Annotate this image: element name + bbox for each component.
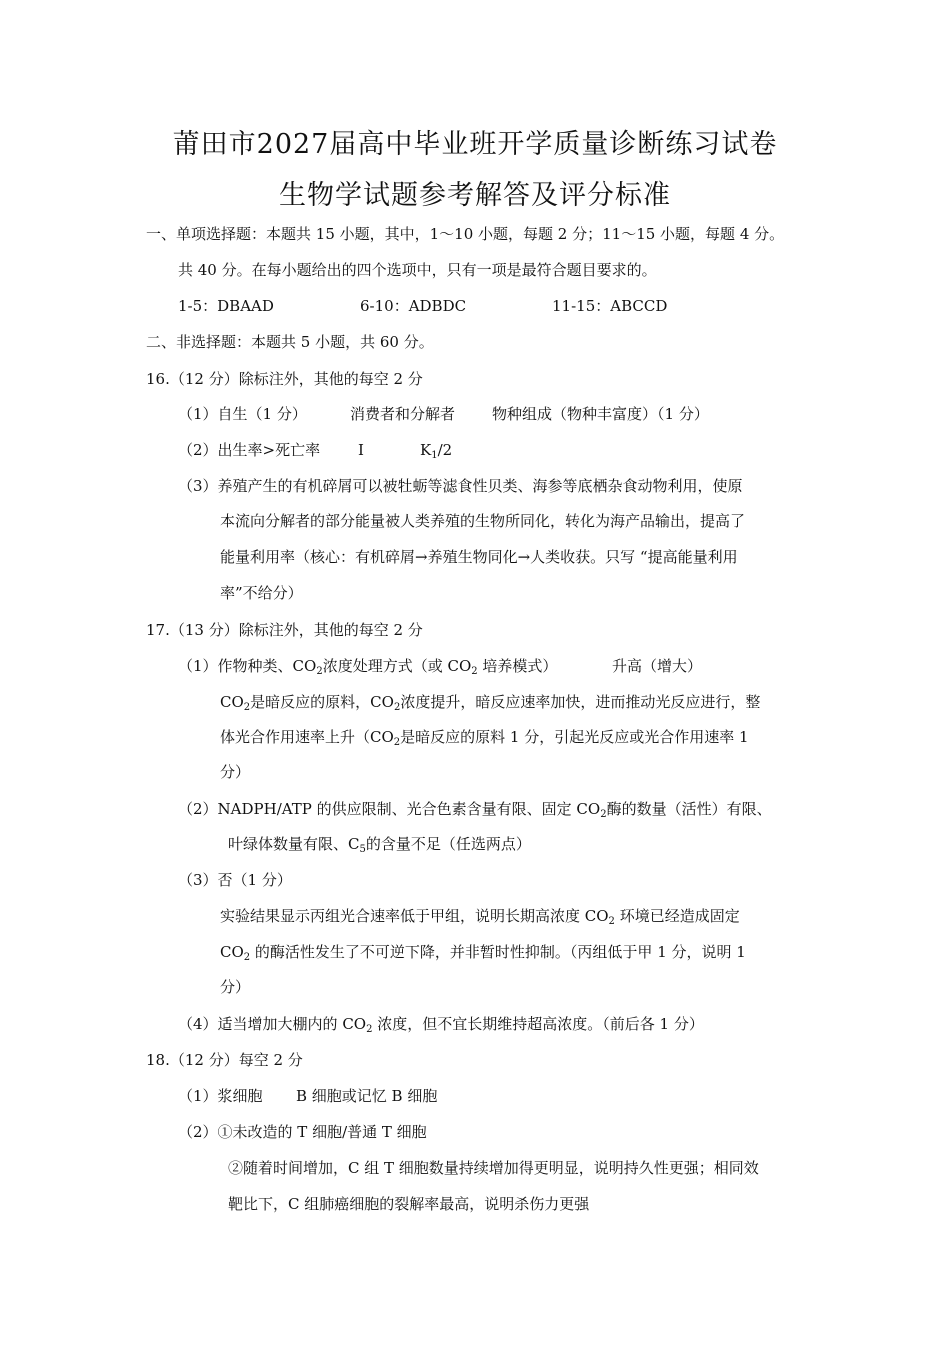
section1-heading: 一、单项选择题：本题共 15 小题，其中，1～10 小题，每题 2 分；11～15 小题，每题 4 分。 [146, 225, 785, 243]
q18-p2-l1: （2）①未改造的 T 细胞/普通 T 细胞 [178, 1123, 427, 1141]
q16-p1-a: （1）自生（1 分） [178, 405, 307, 423]
q17-p2-l2: 叶绿体数量有限、$C_5$的含量不足（任选两点） [228, 835, 531, 855]
section1-heading-cont: 共 40 分。在每小题给出的四个选项中，只有一项是最符合题目要求的。 [178, 261, 657, 279]
q17-p2-l1: （2）NADPH/ATP 的供应限制、光合色素含量有限、固定 $CO_2$酶的数量（活性）有限、 [178, 800, 772, 820]
q16-p3-l2: 本流向分解者的部分能量被人类养殖的生物所同化，转化为海产品输出，提高了 [220, 512, 746, 530]
q17-p1-answer: 升高（增大） [612, 657, 703, 675]
q17-p1-l3: 体光合作用速率上升（$CO_2$是暗反应的原料 1 分，引起光反应或光合作用速率 1 [220, 728, 749, 748]
answer-group-2: 6-10：ADBDC [360, 297, 467, 315]
q18-p2-l3: 靶比下，C 组肺癌细胞的裂解率最高，说明杀伤力更强 [228, 1195, 590, 1213]
q17-p3-l1: （3）否（1 分） [178, 871, 292, 889]
q16-p2-b: Ⅰ [358, 441, 364, 459]
q17-p1-l1: （1）作物种类、$CO_2$浓度处理方式（或 $CO_2$ 培养模式） [178, 657, 558, 677]
q17-header: 17.（13 分）除标注外，其他的每空 2 分 [146, 621, 423, 639]
q16-p2-a: （2）出生率>死亡率 [178, 441, 321, 459]
q16-p1-b: 消费者和分解者 [350, 405, 456, 423]
q17-p3-l2: 实验结果显示丙组光合速率低于甲组，说明长期高浓度 $CO_2$ 环境已经造成固定 [220, 907, 740, 927]
q17-p3-l4: 分） [220, 978, 251, 996]
document-subtitle: 生物学试题参考解答及评分标准 [279, 180, 671, 211]
q18-p1-a: （1）浆细胞 [178, 1087, 263, 1105]
q16-p3-l4: 率”不给分） [220, 584, 303, 602]
section2-heading: 二、非选择题：本题共 5 小题，共 60 分。 [146, 333, 434, 351]
q16-header: 16.（12 分）除标注外，其他的每空 2 分 [146, 370, 423, 388]
q17-p3-l3: $CO_2$ 的酶活性发生了不可逆下降，并非暂时性抑制。（丙组低于甲 1 分，说明 1 [220, 943, 746, 963]
answer-group-1: 1-5：DBAAD [178, 297, 274, 315]
q16-p3-l3: 能量利用率（核心：有机碎屑→养殖生物同化→人类收获。只写 “提高能量利用 [220, 548, 738, 566]
q16-p3-l1: （3）养殖产生的有机碎屑可以被牡蛎等滤食性贝类、海参等底栖杂食动物利用，使原 [178, 477, 743, 495]
q18-p1-b: B 细胞或记忆 B 细胞 [296, 1087, 438, 1105]
q17-p1-l2: $CO_2$是暗反应的原料，$CO_2$浓度提升，暗反应速率加快，进而推动光反应进行，整 [220, 693, 761, 713]
q16-p1-c: 物种组成（物种丰富度）（1 分） [492, 405, 709, 423]
q17-p4: （4）适当增加大棚内的 $CO_2$ 浓度，但不宜长期维持超高浓度。（前后各 1 分） [178, 1015, 704, 1035]
q18-header: 18.（12 分）每空 2 分 [146, 1051, 303, 1069]
q18-p2-l2: ②随着时间增加，C 组 T 细胞数量持续增加得更明显，说明持久性更强；相同效 [228, 1159, 759, 1177]
answer-group-3: 11-15：ABCCD [552, 297, 668, 315]
document-title: 莆田市2027届高中毕业班开学质量诊断练习试卷 [172, 129, 778, 160]
q17-p1-l4: 分） [220, 763, 251, 781]
q16-p2-c: $K_1/2$ [420, 441, 453, 461]
